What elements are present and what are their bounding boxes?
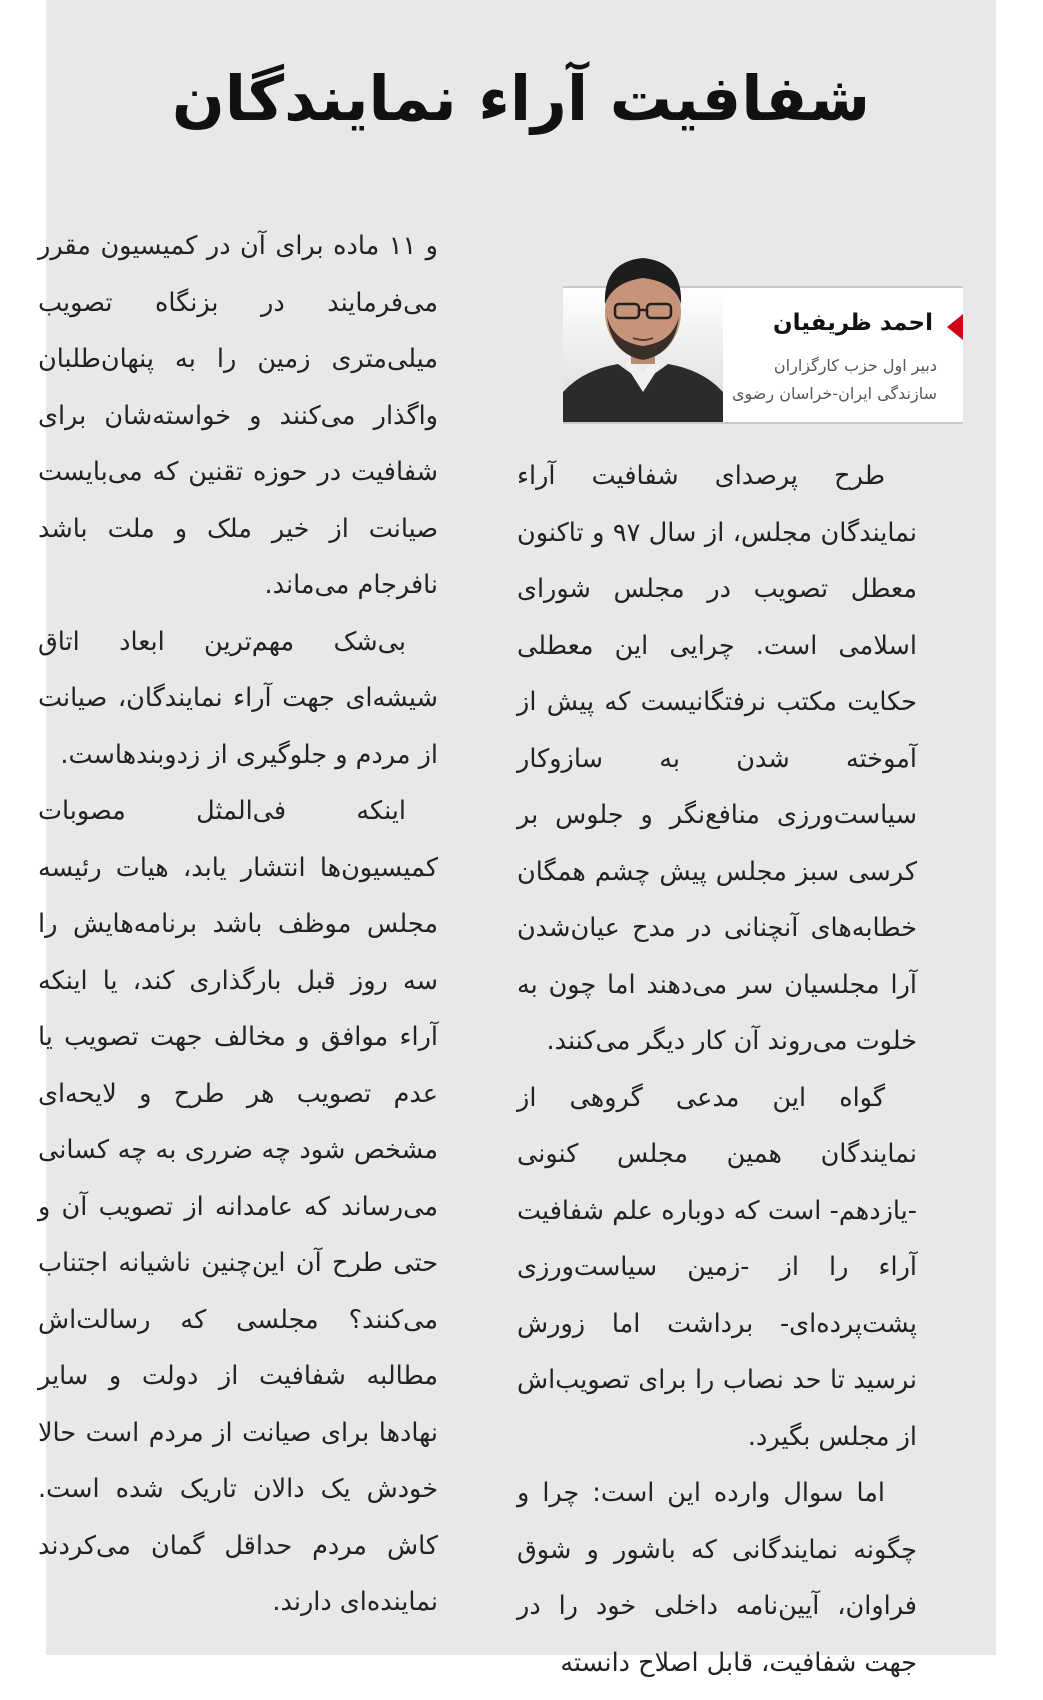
author-title-line1: دبیر اول حزب کارگزاران — [773, 356, 937, 375]
paragraph: اما سوال وارده این است: چرا و چگونه نمایندگانی که باشور و شوق فراوان، آیین‌نامه داخلی خود را در جهت شفافیت، قابل اصلاح دانسته — [517, 1478, 917, 1678]
author-box — [563, 286, 963, 424]
author-marker-icon — [947, 314, 963, 340]
paragraph: طرح پرصدای شفافیت آراء نمایندگان مجلس، از سال ۹۷ و تاکنون معطل تصویب در مجلس شورای اسلامی است. چرایی این معطلی حکایت مکتب نرفتگانیست که پیش از آموخته شدن به سازوکار سیاست‌ورزی منافع‌نگر و جلوس بر کرسی سبز مجلس پیش چشم همگان خطابه‌های آنچنانی در مدح عیان‌شدن آرا مجلسیان سر می‌دهند اما چون به خلوت می‌روند آن کار دیگر می‌کنند. — [517, 461, 917, 1056]
author-name: احمد ظریفیان — [773, 310, 933, 336]
paragraph: بی‌شک مهم‌ترین ابعاد اتاق شیشه‌ای جهت آراء نمایندگان، صیانت از مردم و جلوگیری از زدوبندهاست. — [38, 626, 438, 770]
article-column-left — [38, 218, 438, 1631]
author-photo — [563, 242, 723, 422]
paragraph: گواه این مدعی گروهی از نمایندگان همین مجلس کنونی -یازدهم- است که دوباره علم شفافیت آراء را از -زمین سیاست‌ورزی پشت‌پرده‌ای- برداشت اما زورش نرسید تا حد نصاب را برای تصویب‌اش از مجلس بگیرد. — [517, 1082, 917, 1452]
paragraph: و ۱۱ ماده برای آن در کمیسیون مقرر می‌فرمایند در بزنگاه تصویب میلی‌متری زمین را به پنهان‌طلبان واگذار می‌کنند و خواسته‌شان برای شفافیت در حوزه تقنین که می‌بایست صیانت از خیر ملک و ملت باشد نافرجام می‌ماند. — [38, 231, 438, 600]
headline: شفافیت آراء نمایندگان — [171, 62, 871, 135]
article-column-right — [517, 448, 917, 1691]
author-title-line2: سازندگی ایران-خراسان رضوی — [732, 384, 937, 403]
author-title — [717, 352, 937, 408]
paragraph: اینکه فی‌المثل مصوبات کمیسیون‌ها انتشار یابد، هیات رئیسه مجلس موظف باشد برنامه‌هایش را سه روز قبل بارگذاری کند، یا اینکه آراء موافق و مخالف جهت تصویب یا عدم تصویب هر طرح و لایحه‌ای مشخص شود چه ضرری به چه کسانی می‌رساند که عامدانه از تصویب آن و حتی طرح آن این‌چنین ناشیانه اجتناب می‌کنند؟ مجلسی که رسالت‌اش مطالبه شفافیت از دولت و سایر نهادها برای صیانت از مردم است حالا خودش یک دالان تاریک شده است. کاش مردم حداقل گمان می‌کردند نماینده‌ای دارند. — [38, 796, 438, 1617]
